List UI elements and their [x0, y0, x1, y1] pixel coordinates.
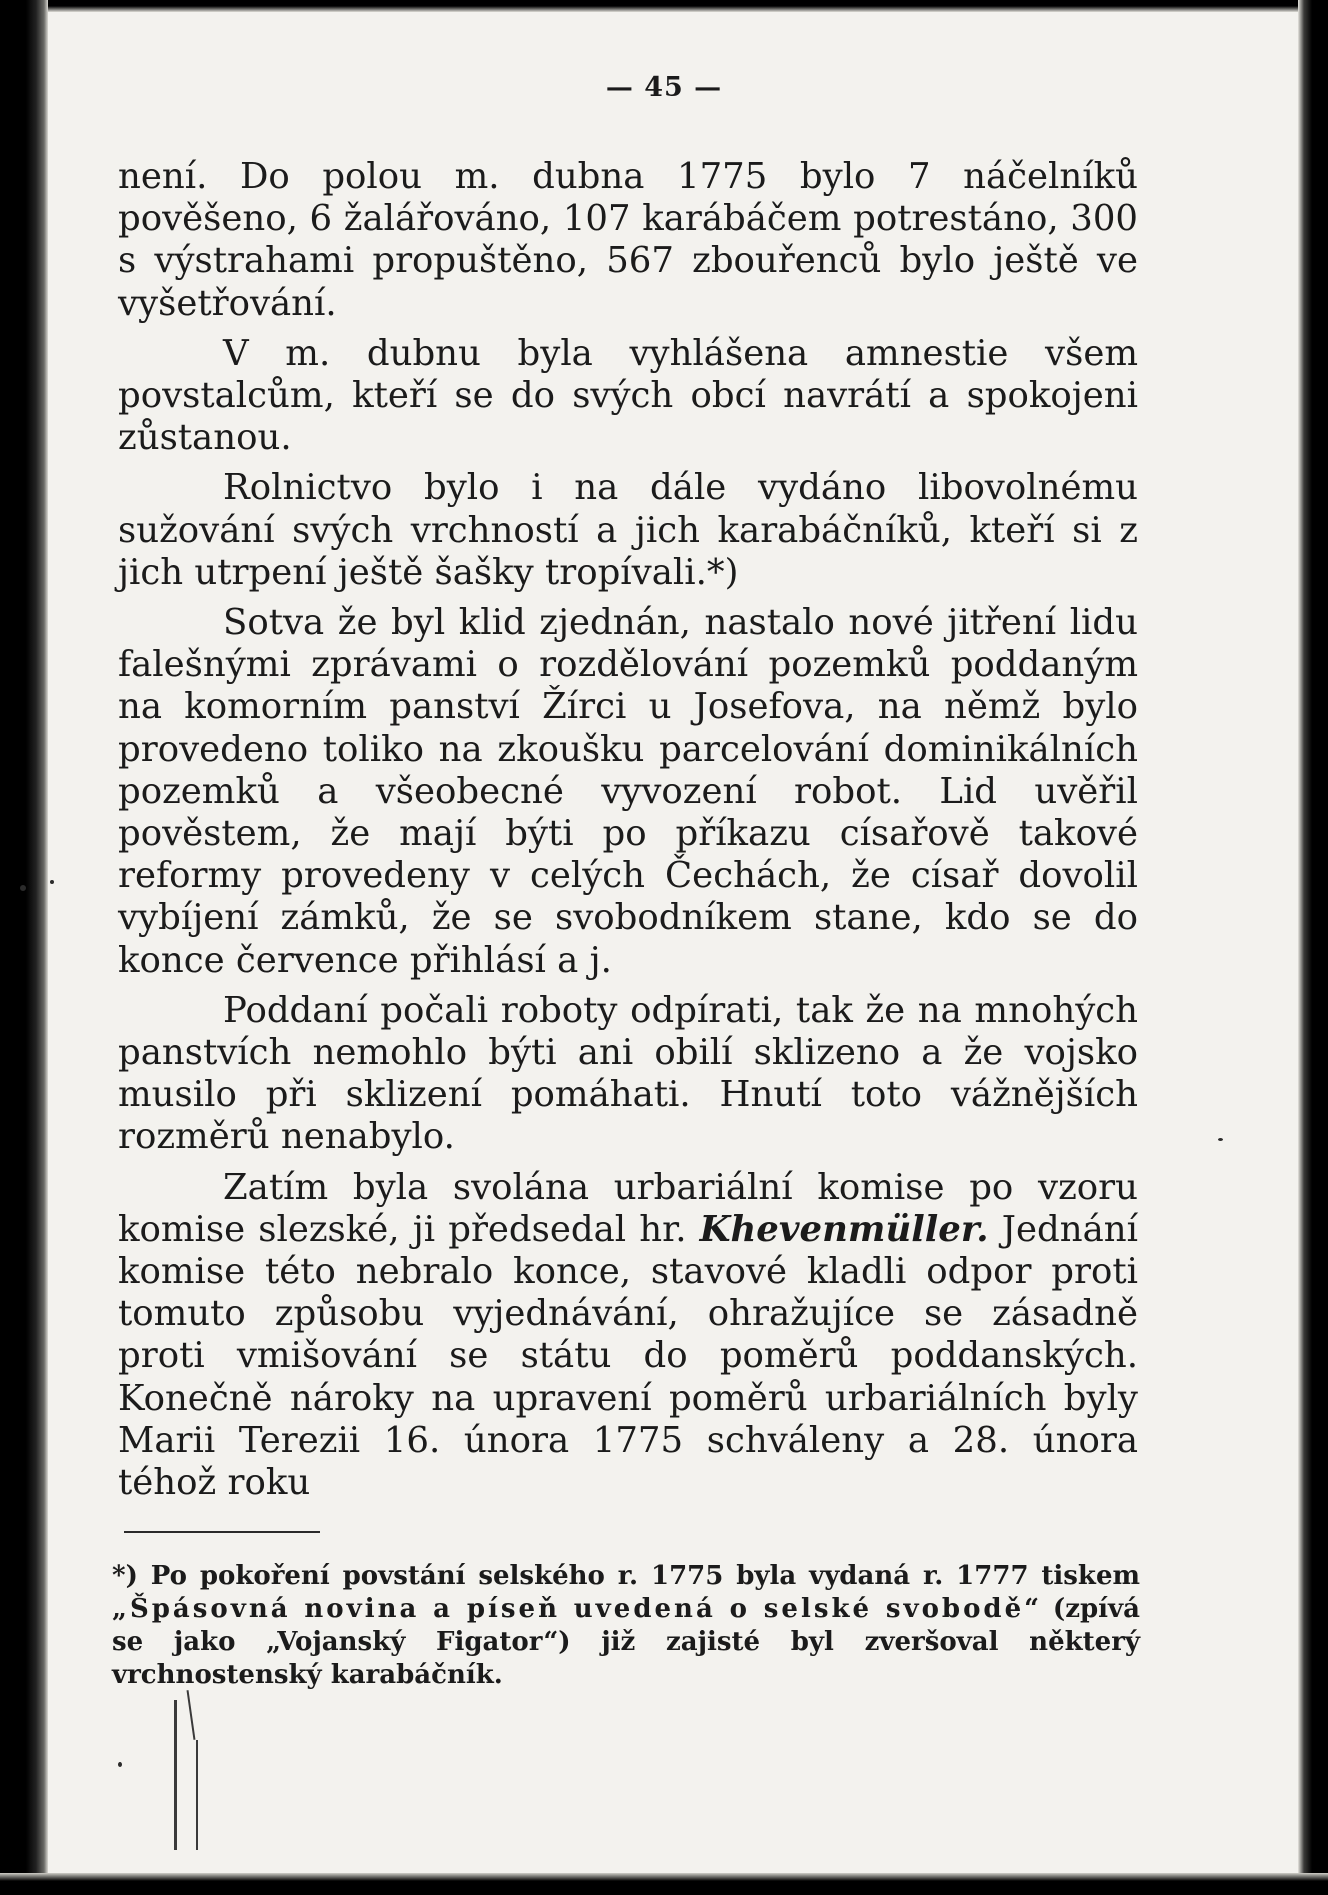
scan-border-top — [0, 0, 1328, 12]
scan-border-left — [0, 0, 48, 1895]
margin-scratch — [196, 1740, 198, 1850]
margin-scratch — [174, 1700, 177, 1850]
page-number: — 45 — — [605, 72, 723, 103]
paragraph-6-text-after: Jednání komise této nebralo konce, stavové kladli odpor proti tomuto způsobu vyjednávání, ohražujíce se zásadně proti vmišování se státu do poměrů poddanských. Konečně nároky na upravení poměrů urbariálních byly Marii Terezii 16. února 1775 schváleny a 28. února téhož roku — [118, 1208, 1138, 1504]
paragraph-3: Rolnictvo bylo i na dále vydáno libovolnému sužování svých vrchností a jich karabáčníků, kteří si z jich utrpení ještě šašky tropívali.*) — [118, 467, 1138, 593]
body-text — [118, 156, 1138, 1512]
footnote-separator — [124, 1531, 320, 1533]
paragraph-4: Sotva že byl klid zjednán, nastalo nové jitření lidu falešnými zprávami o rozdělování pozemků poddaným na komorním panství Žírci u Josefova, na němž bylo provedeno toliko na zkoušku parcelování dominikálních pozemků a všeobecné vyvození robot. Lid uvěřil pověstem, že mají býti po příkazu císařově takové reformy provedeny v celých Čechách, že císař dovolil vybíjení zámků, že se svobodníkem stane, kdo se do konce července přihlásí a j. — [118, 602, 1138, 981]
footnote-marker: *) — [112, 1561, 138, 1591]
scan-speck — [1218, 1138, 1223, 1141]
footnote-text-after: (zpívá se jako „Vojanský Figator“) již zajisté byl zveršoval některý vrchnostenský karabáčník. — [112, 1594, 1140, 1690]
name-emphasis: Khevenmüller. — [699, 1208, 989, 1250]
footnote-text-before: Po pokoření povstání selského r. 1775 byla vydaná r. 1777 tiskem — [137, 1561, 1140, 1591]
paragraph-5: Poddaní počali roboty odpírati, tak že na mnohých panstvích nemohlo býti ani obilí sklizeno a že vojsko musilo při sklizení pomáhati. Hnutí toto vážnějších rozměrů nenabylo. — [118, 989, 1138, 1158]
paragraph-1: není. Do polou m. dubna 1775 bylo 7 náčelníků pověšeno, 6 žalářováno, 107 karábáčem potrestáno, 300 s výstrahami propuštěno, 567 zbouřenců bylo ještě ve vyšetřování. — [118, 156, 1138, 324]
scan-border-bottom — [0, 1873, 1328, 1895]
footnote-title-spaced: „Špásovná novina a píseň uvedená o selské svobodě“ — [112, 1594, 1043, 1624]
paragraph-6-text-before: Zatím byla svolána urbariální komise po vzoru komise slezské, ji předsedal hr. — [118, 1166, 1138, 1250]
scan-speck — [20, 885, 26, 891]
scan-speck — [118, 1762, 122, 1767]
paragraph-6 — [118, 1167, 1138, 1505]
footnote — [112, 1560, 1140, 1692]
scan-speck — [50, 880, 54, 884]
margin-scratch — [187, 1690, 196, 1740]
scan-border-right — [1298, 0, 1328, 1895]
paragraph-2: V m. dubnu byla vyhlášena amnestie všem povstalcům, kteří se do svých obcí navrátí a spokojeni zůstanou. — [118, 332, 1138, 459]
